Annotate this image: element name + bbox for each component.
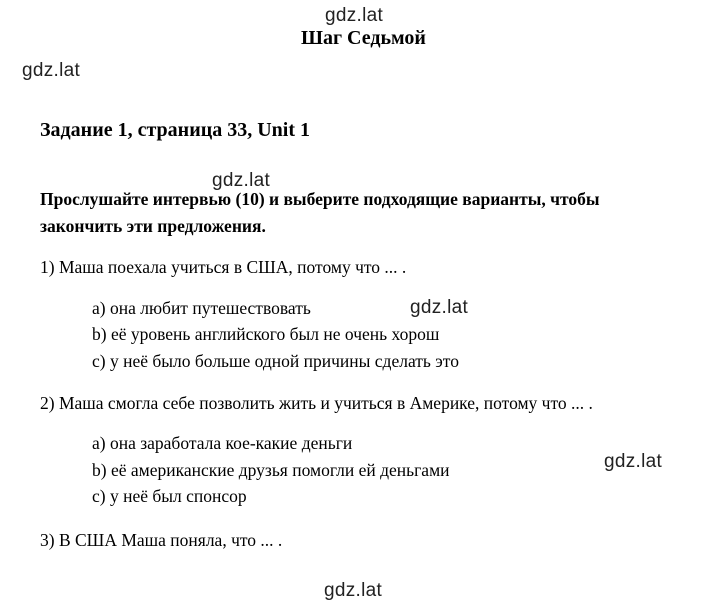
watermark: gdz.lat bbox=[22, 60, 81, 81]
page-title: Шаг Седьмой bbox=[301, 27, 426, 49]
watermark: gdz.lat bbox=[212, 170, 271, 191]
task-heading: Задание 1, страница 33, Unit 1 bbox=[40, 119, 311, 141]
question-3: 3) В США Маша поняла, что ... . bbox=[40, 530, 283, 550]
watermark: gdz.lat bbox=[604, 451, 663, 472]
question-1-option-c: c) у неё было больше одной причины сделать это bbox=[92, 351, 459, 371]
question-2-option-c: c) у неё был спонсор bbox=[92, 486, 247, 506]
instruction-line: Прослушайте интервью (10) и выберите подходящие варианты, чтобы bbox=[40, 189, 600, 209]
watermark: gdz.lat bbox=[325, 5, 384, 26]
watermark: gdz.lat bbox=[324, 580, 383, 601]
instruction-line: закончить эти предложения. bbox=[40, 216, 266, 236]
instruction bbox=[40, 186, 700, 240]
watermark: gdz.lat bbox=[410, 297, 469, 318]
question-1: 1) Маша поехала учиться в США, потому что ... . bbox=[40, 257, 407, 277]
question-2: 2) Маша смогла себе позволить жить и учиться в Америке, потому что ... . bbox=[40, 393, 593, 413]
question-1-option-a: a) она любит путешествовать bbox=[92, 298, 311, 318]
question-1-option-b: b) её уровень английского был не очень хорош bbox=[92, 324, 440, 344]
question-2-option-a: a) она заработала кое-какие деньги bbox=[92, 433, 353, 453]
question-2-option-b: b) её американские друзья помогли ей деньгами bbox=[92, 460, 450, 480]
